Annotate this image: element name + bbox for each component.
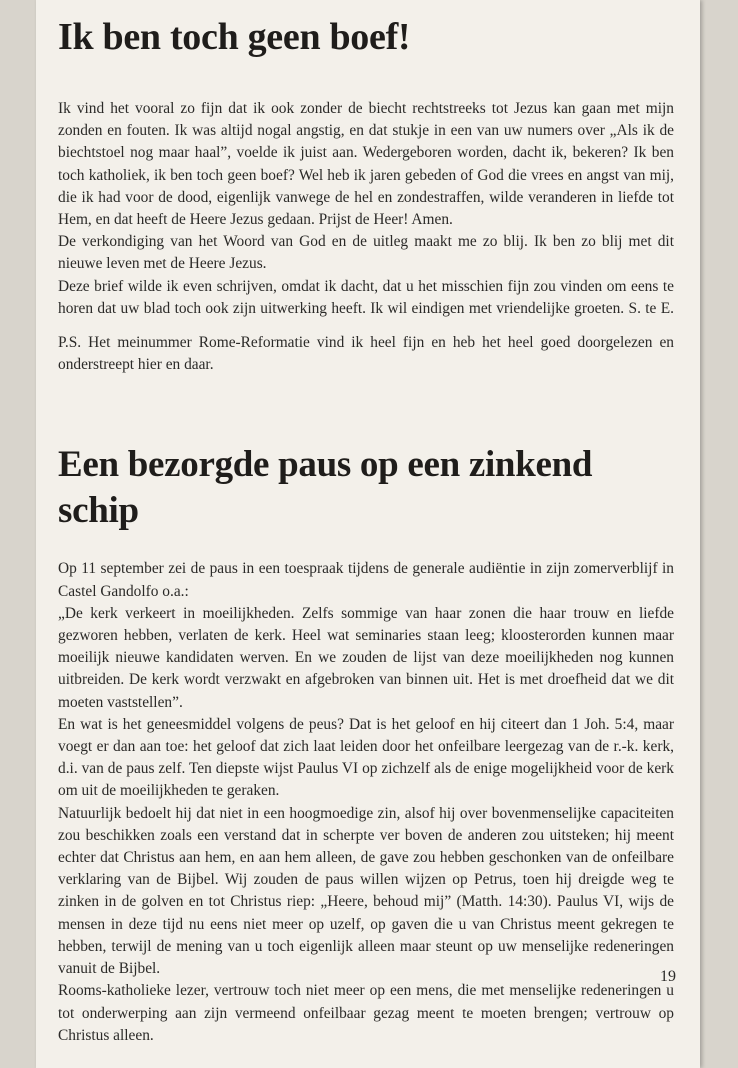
closing-text: Deze brief wilde ik even schrijven, omdat ik dacht, dat u het misschien fijn zou vinden om eens te horen dat uw blad toch ook zijn uitwerking heeft. Ik wil eindigen met vriendelijke groeten. — [58, 277, 674, 317]
article-pope — [58, 442, 674, 1046]
article-title: Een bezorgde paus op een zinkend schip — [58, 444, 593, 532]
article-title: Ik ben toch geen boef! — [58, 16, 411, 58]
signature: S. te E. — [628, 299, 674, 317]
body-paragraph: Natuurlijk bedoelt hij dat niet in een hoogmoedige zin, alsof hij over bovenmenselijke capaciteiten zou beschikken zoals een verstand dat in scherpte ver boven de anderen zou uitsteken; hij meent echter dat Christus aan hem, en aan hem alleen, de gave zou hebben geschonken van de onfeilbare verklaring van de Bijbel. Wij zouden de paus willen wijzen op Petrus, toen hij dreigde weg te zinken in de golven en tot Christus riep: „Heere, behoud mij” (Matth. 14:30). Paulus VI, wijs de mensen in deze tijd nu eens niet meer op uzelf, op gaven die u van Christus meent gekregen te hebben, terwijl de mening van u toch eigenlijk alleen maar steunt op uw menselijke redeneringen vanuit de Bijbel. — [58, 804, 674, 978]
page-number: 19 — [660, 968, 676, 985]
page — [36, 0, 700, 1068]
postscript: P.S. Het meinummer Rome-Reformatie vind ik heel fijn en heb het heel goed doorgelezen en onderstreept hier en daar. — [58, 334, 674, 374]
closing-paragraph — [58, 276, 674, 320]
body-paragraph: Ik vind het vooral zo fijn dat ik ook zonder de biecht rechtstreeks tot Jezus kan gaan met mijn zonden en fouten. Ik was altijd nogal angstig, en dat stukje in een van uw numers over „Als ik de biechtstoel nog maar haal”, voelde ik juist aan. Wedergeboren worden, dacht ik, bekeren? Ik ben toch katholiek, ik ben toch geen boef? Wel heb ik jaren gebeden of God die vrees en angst van mij, die ik had voor de dood, eigenlijk vanwege de hel en zondestraffen, wilde veranderen in liefde tot Hem, en dat heeft de Heere Jezus gedaan. Prijst de Heer! Amen. — [58, 100, 674, 229]
body-paragraph: Rooms-katholieke lezer, vertrouw toch niet meer op een mens, die met menselijke redeneringen u tot onderwerping aan zijn vermeend onfeilbaar gezag meent te moeten brengen; vertrouw op Christus alleen. — [58, 982, 674, 1044]
body-paragraph: De verkondiging van het Woord van God en de uitleg maakt me zo blij. Ik ben zo blij met dit nieuwe leven met de Heere Jezus. — [58, 233, 674, 273]
body-paragraph: En wat is het geneesmiddel volgens de peus? Dat is het geloof en hij citeert dan 1 Joh. 5:4, maar voegt er dan aan toe: het geloof dat zich laat leiden door het onfeilbare leergezag van de r.-k. kerk, d.i. van de paus zelf. Ten diepste wijst Paulus VI op zichzelf als de enige mogelijkheid voor de kerk om uit de moeilijkheden te geraken. — [58, 715, 674, 800]
body-paragraph: „De kerk verkeert in moeilijkheden. Zelfs sommige van haar zonen die haar trouw en liefde gezworen hebben, verlaten de kerk. Heel wat seminaries staan leeg; kloosterorden kunnen maar moeilijk nieuwe kandidaten werven. En we zouden de lijst van deze moeilijkheden nog kunnen uitbreiden. De kerk wordt verzwakt en afgebroken van binnen uit. Het is met droefheid dat we dit moeten vaststellen”. — [58, 604, 674, 711]
article-letter — [58, 14, 674, 376]
body-paragraph: Op 11 september zei de paus in een toespraak tijdens de generale audiëntie in zijn zomerverblijf in Castel Gandolfo o.a.: — [58, 560, 674, 600]
page-content — [58, 14, 674, 1047]
